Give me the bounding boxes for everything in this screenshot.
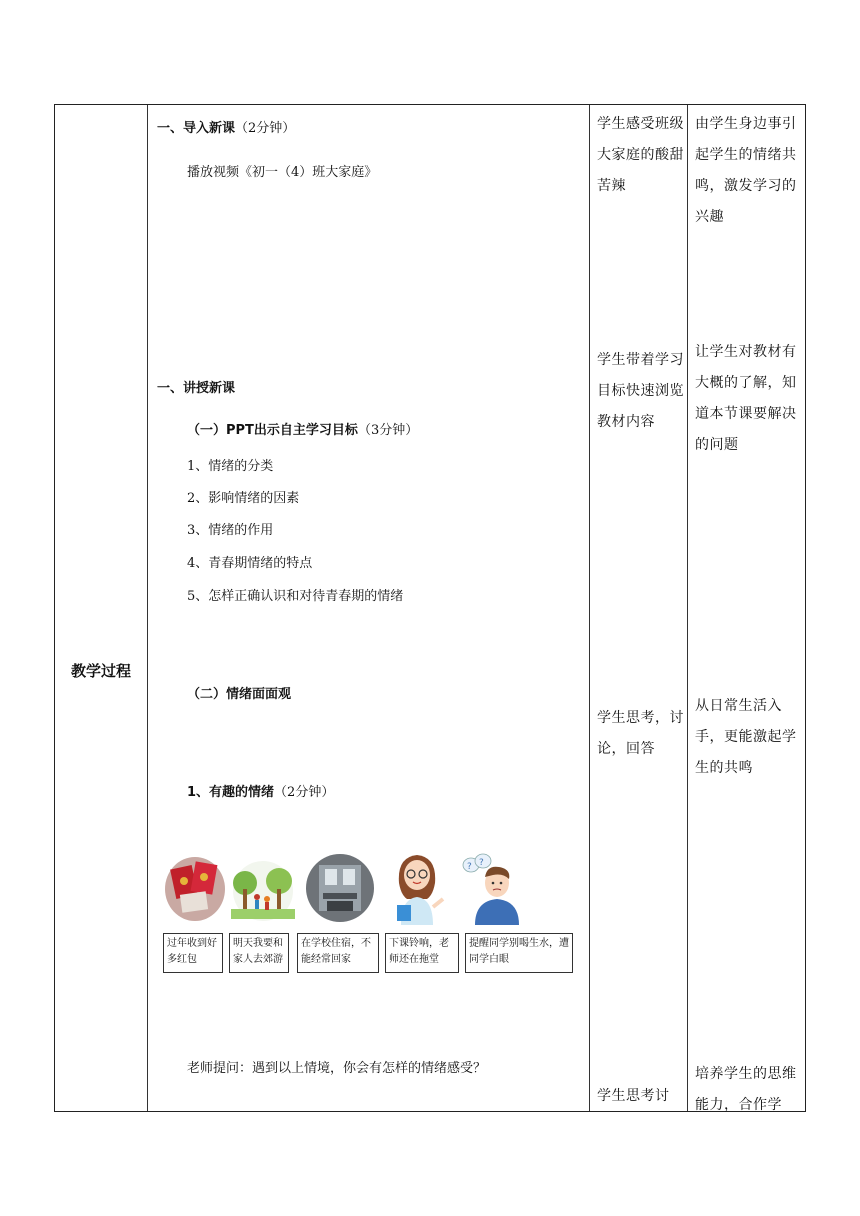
intro-time: （2分钟） <box>235 121 296 136</box>
goal-item: 5、怎样正确认识和对待青春期的情绪 <box>187 589 404 604</box>
red-envelope-illustration <box>163 853 227 923</box>
intro-section <box>157 117 295 136</box>
column-divider <box>687 105 688 1111</box>
scene-caption: 明天我要和家人去郊游 <box>229 933 289 973</box>
section2-heading: （二）情绪面面观 <box>187 687 292 702</box>
fun-time: （2分钟） <box>274 785 335 800</box>
student-activity: 学生思考，讨论，回答 <box>597 710 684 757</box>
student-activity: 学生思考讨 <box>597 1088 670 1104</box>
scene-caption: 下课铃响，老师还在拖堂 <box>385 933 459 973</box>
dormitory-illustration <box>305 853 375 923</box>
scene-caption: 提醒同学别喝生水，遭同学白眼 <box>465 933 573 973</box>
design-intent: 培养学生的思维能力，合作学 <box>695 1066 797 1113</box>
design-intent: 从日常生活入手，更能激起学生的共鸣 <box>695 698 797 776</box>
goal-item: 2、影响情绪的因素 <box>187 491 300 506</box>
scene-caption: 在学校住宿，不能经常回家 <box>297 933 379 973</box>
goals-heading: （一）PPT出示自主学习目标 <box>187 423 358 438</box>
row-label: 教学过程 <box>70 662 131 680</box>
teacher-illustration <box>387 849 447 925</box>
goal-item: 3、情绪的作用 <box>187 523 274 538</box>
student-activity: 学生带着学习目标快速浏览教材内容 <box>597 352 684 430</box>
lesson-plan-table <box>54 104 806 1112</box>
design-intent: 由学生身边事引起学生的情绪共鸣，激发学习的兴趣 <box>695 116 797 225</box>
column-divider <box>147 105 148 1111</box>
design-intent: 让学生对教材有大概的了解，知道本节课要解决的问题 <box>695 344 797 453</box>
goals-section <box>187 419 418 438</box>
intro-video: 播放视频《初一（4）班大家庭》 <box>187 165 378 180</box>
teacher-question: 老师提问：遇到以上情境，你会有怎样的情绪感受？ <box>187 1061 487 1076</box>
goals-time: （3分钟） <box>357 423 419 438</box>
fun-section <box>187 781 334 800</box>
scene-caption: 过年收到好多红包 <box>163 933 223 973</box>
intro-heading: 一、导入新课 <box>157 121 236 136</box>
goal-item: 4、青春期情绪的特点 <box>187 556 313 571</box>
goal-item: 1、情绪的分类 <box>187 459 274 474</box>
column-divider <box>589 105 590 1111</box>
fun-heading: 1、有趣的情绪 <box>187 785 275 800</box>
svg-text:?: ? <box>467 862 472 872</box>
student-activity: 学生感受班级大家庭的酸甜苦辣 <box>597 116 684 194</box>
svg-text:?: ? <box>479 858 484 868</box>
family-outing-illustration <box>231 853 295 923</box>
confused-boy-illustration <box>453 853 525 925</box>
teach-heading: 一、讲授新课 <box>157 381 236 396</box>
